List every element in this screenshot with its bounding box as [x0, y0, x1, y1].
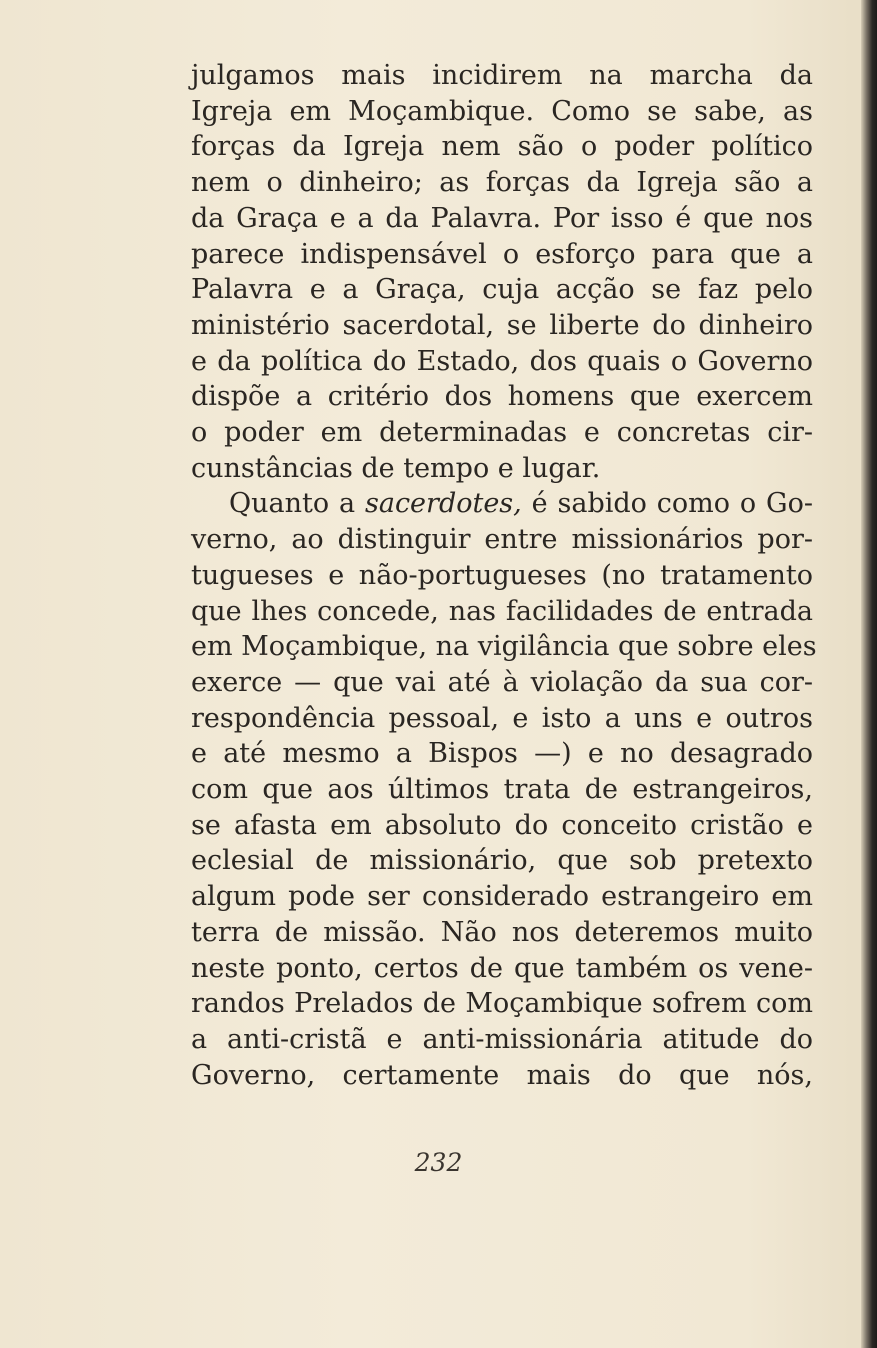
text-line: algum pode ser considerado estrangeiro em — [191, 881, 813, 913]
text-line: o poder em determinadas e concretas cir- — [191, 417, 813, 449]
text-line: respondência pessoal, e isto a uns e outros — [191, 702, 813, 734]
text-line: cunstâncias de tempo e lugar. — [191, 452, 601, 484]
text-line: se afasta em absoluto do conceito cristão e — [191, 809, 813, 841]
text-line: parece indispensável o esforço para que a — [191, 238, 813, 270]
text-line: Igreja em Moçambique. Como se sabe, as — [191, 95, 813, 127]
text-segment: é sabido como o Go- — [521, 488, 813, 520]
italic-term: sacerdotes, — [364, 488, 522, 520]
text-line: randos Prelados de Moçambique sofrem com — [191, 988, 813, 1020]
text-line: eclesial de missionário, que sob pretexto — [191, 845, 813, 877]
text-line: neste ponto, certos de que também os vene- — [191, 952, 813, 984]
text-line: em Moçambique, na vigilância que sobre eles — [191, 631, 817, 663]
text-line: com que aos últimos trata de estrangeiros, — [191, 774, 813, 806]
text-line: tugueses e não-portugueses (no tratamento — [191, 559, 813, 591]
text-line: exerce — que vai até à violação da sua cor- — [191, 666, 813, 698]
page-edge-shadow — [861, 0, 877, 1348]
text-line: da Graça e a da Palavra. Por isso é que nos — [191, 202, 813, 234]
text-line: Palavra e a Graça, cuja acção se faz pelo — [191, 274, 813, 306]
text-line: julgamos mais incidirem na marcha da — [191, 60, 813, 91]
paragraph-1 — [191, 58, 813, 486]
text-line: dispõe a critério dos homens que exercem — [191, 381, 813, 413]
text-line: verno, ao distinguir entre missionários por- — [191, 524, 813, 556]
body-text — [191, 58, 817, 1093]
text-line-first — [191, 486, 813, 522]
text-line: ministério sacerdotal, se liberte do dinheiro — [191, 309, 813, 341]
paragraph-2 — [191, 486, 817, 1093]
page-number: 232 — [414, 1148, 463, 1177]
text-line: nem o dinheiro; as forças da Igreja são a — [191, 167, 813, 199]
text-line: terra de missão. Não nos deteremos muito — [191, 916, 813, 948]
text-line: Governo, certamente mais do que nós, — [191, 1059, 813, 1091]
text-line: e da política do Estado, dos quais o Governo — [191, 345, 813, 377]
text-line: e até mesmo a Bispos —) e no desagrado — [191, 738, 813, 770]
text-line: que lhes concede, nas facilidades de entrada — [191, 595, 813, 627]
text-segment: Quanto a — [229, 488, 365, 520]
text-line: forças da Igreja nem são o poder político — [191, 131, 813, 163]
text-line: a anti-cristã e anti-missionária atitude do — [191, 1023, 813, 1055]
